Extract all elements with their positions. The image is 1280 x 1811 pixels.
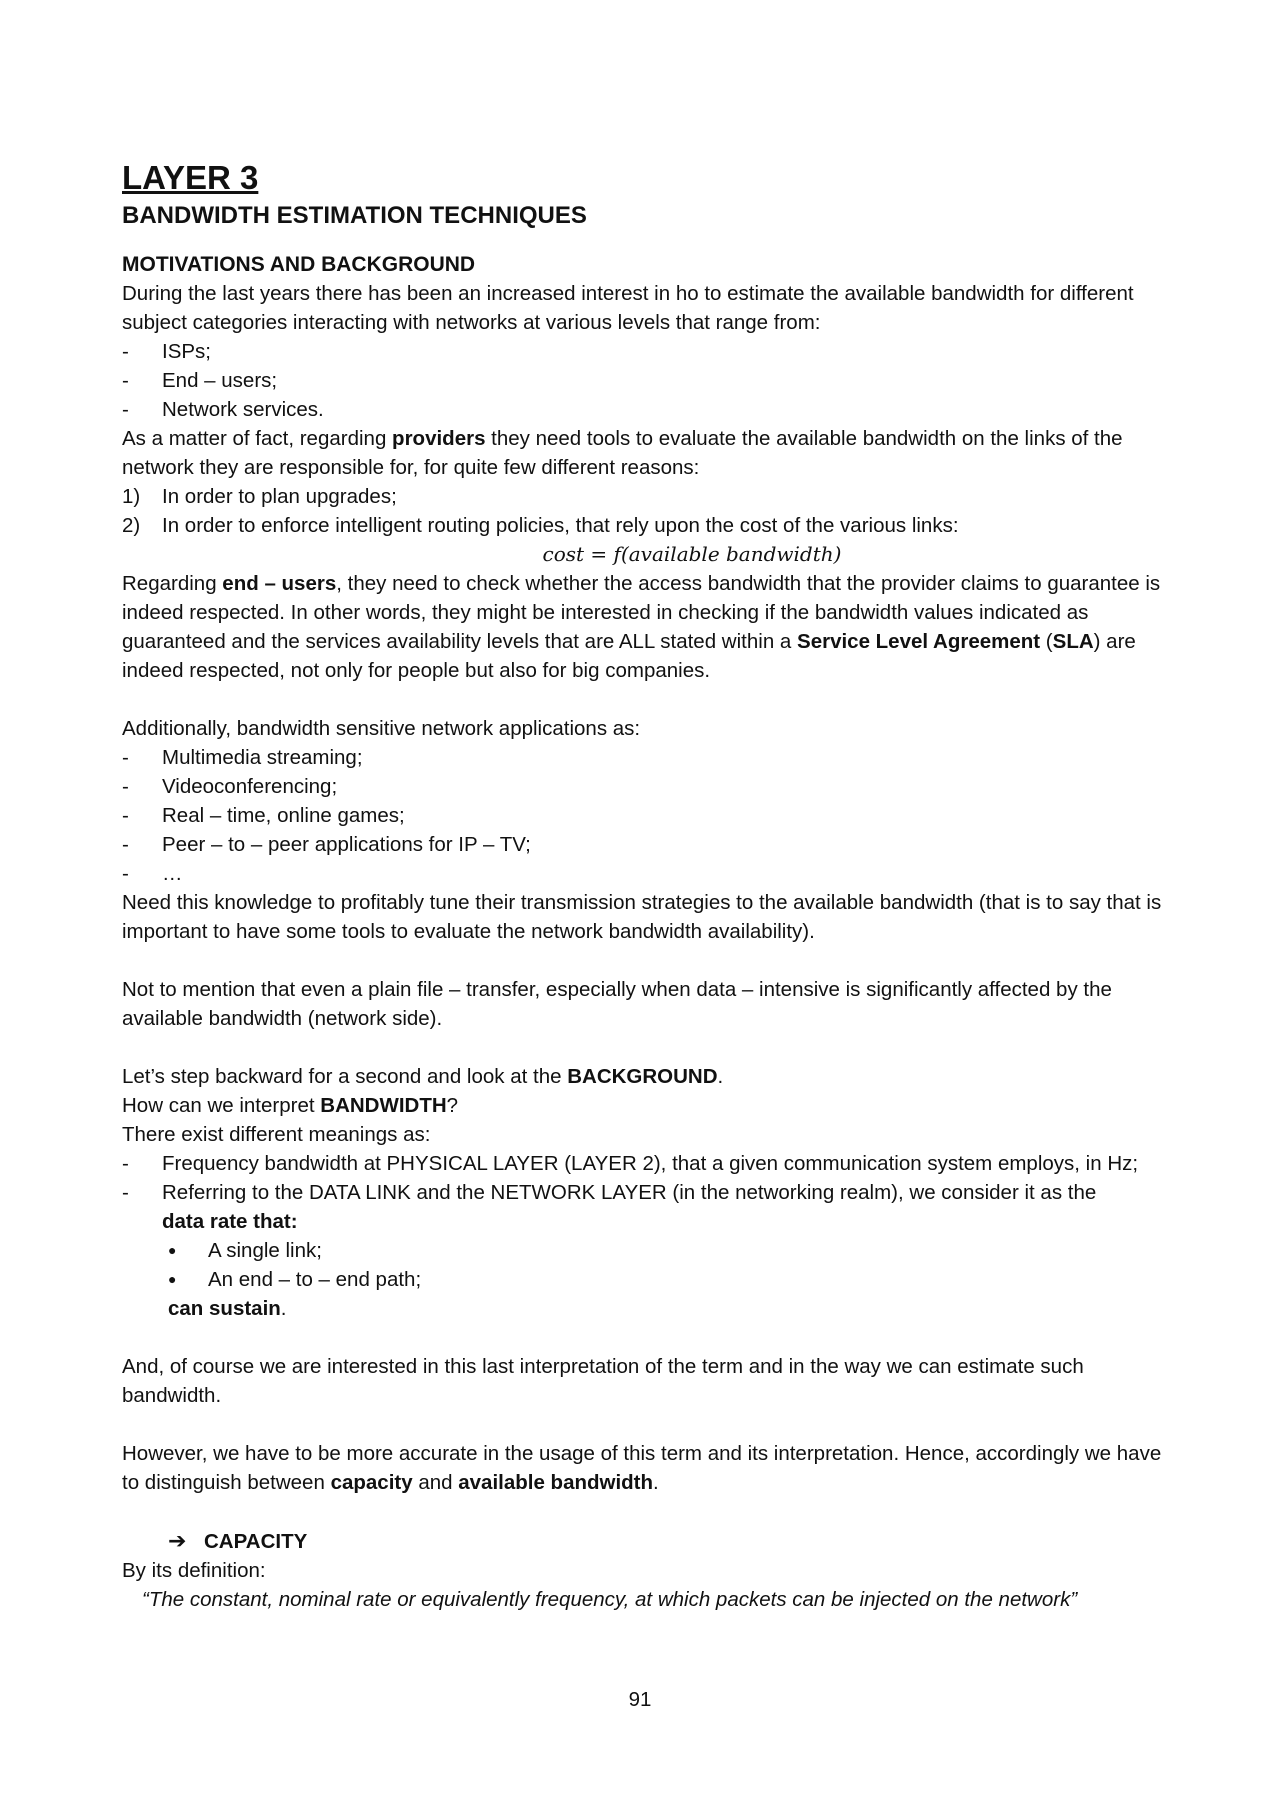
- cost-formula: cost = f(available bandwidth): [542, 542, 842, 566]
- background-question: How can we interpret BANDWIDTH?: [122, 1094, 459, 1117]
- background-line: Let’s step backward for a second and look at the BACKGROUND.: [122, 1065, 724, 1088]
- providers-term: providers: [392, 427, 486, 450]
- sustain-line: can sustain.: [168, 1297, 287, 1320]
- app-item: - …: [122, 859, 1182, 888]
- meaning-item: - Frequency bandwidth at PHYSICAL LAYER (LAYER 2), that a given communication system employs, in Hz;: [122, 1149, 1182, 1178]
- app-item: - Real – time, online games;: [122, 801, 1182, 830]
- arrow-right-icon: ➔: [168, 1528, 187, 1553]
- apps-intro: Additionally, bandwidth sensitive network applications as:: [122, 717, 641, 740]
- meaning-item: - Referring to the DATA LINK and the NETWORK LAYER (in the networking realm), we consider it as the data rate that:: [122, 1178, 1182, 1236]
- category-item: - End – users;: [122, 366, 1182, 395]
- chapter-title: LAYER 3: [122, 159, 259, 196]
- distinguish-paragraph: However, we have to be more accurate in the usage of this term and its interpretation. Hence, accordingly we have to distinguish between capacity and available bandwidth.: [122, 1442, 1162, 1494]
- apps-outro: Need this knowledge to profitably tune their transmission strategies to the available bandwidth (that is to say that is important to have some tools to evaluate the network bandwidth availability).: [122, 891, 1162, 943]
- chapter-subtitle: BANDWIDTH ESTIMATION TECHNIQUES: [122, 202, 587, 229]
- bullet-item: ● An end – to – end path;: [122, 1265, 1182, 1294]
- page-number: 91: [628, 1688, 652, 1711]
- category-item: - ISPs;: [122, 337, 1182, 366]
- reason-item: 2) In order to enforce intelligent routing policies, that rely upon the cost of the various links:: [122, 514, 959, 537]
- providers-paragraph: As a matter of fact, regarding providers they need tools to evaluate the available bandwidth on the links of the network they are responsible for, for quite few different reasons:: [122, 427, 1123, 479]
- document-page: [122, 158, 1182, 1614]
- category-item: - Network services.: [122, 395, 1182, 424]
- app-item: - Videoconferencing;: [122, 772, 1182, 801]
- app-item: - Peer – to – peer applications for IP – TV;: [122, 830, 1182, 859]
- intro-paragraph: During the last years there has been an increased interest in ho to estimate the available bandwidth for different subject categories interacting with networks at various levels that range from:: [122, 282, 1134, 334]
- endusers-paragraph: Regarding end – users, they need to check whether the access bandwidth that the provider claims to guarantee is indeed respected. In other words, they might be interested in checking if the bandwidth values indicated as guaranteed and the services availability levels that are ALL stated within a Service Level Agreement (SLA) are indeed respected, not only for people but also for big companies.: [122, 572, 1161, 682]
- capacity-heading: ➔ CAPACITY: [168, 1528, 308, 1553]
- interpretation-paragraph: And, of course we are interested in this last interpretation of the term and in the way we can estimate such bandwidth.: [122, 1355, 1084, 1407]
- file-transfer-paragraph: Not to mention that even a plain file – transfer, especially when data – intensive is significantly affected by the available bandwidth (network side).: [122, 978, 1112, 1030]
- definition-intro: By its definition:: [122, 1559, 266, 1582]
- section-heading: MOTIVATIONS AND BACKGROUND: [122, 253, 476, 276]
- definition-quote: “The constant, nominal rate or equivalently frequency, at which packets can be injected on the network”: [142, 1588, 1078, 1611]
- bullet-item: ● A single link;: [122, 1236, 1182, 1265]
- meanings-intro: There exist different meanings as:: [122, 1123, 431, 1146]
- reason-item: 1) In order to plan upgrades;: [122, 485, 397, 508]
- app-item: - Multimedia streaming;: [122, 743, 1182, 772]
